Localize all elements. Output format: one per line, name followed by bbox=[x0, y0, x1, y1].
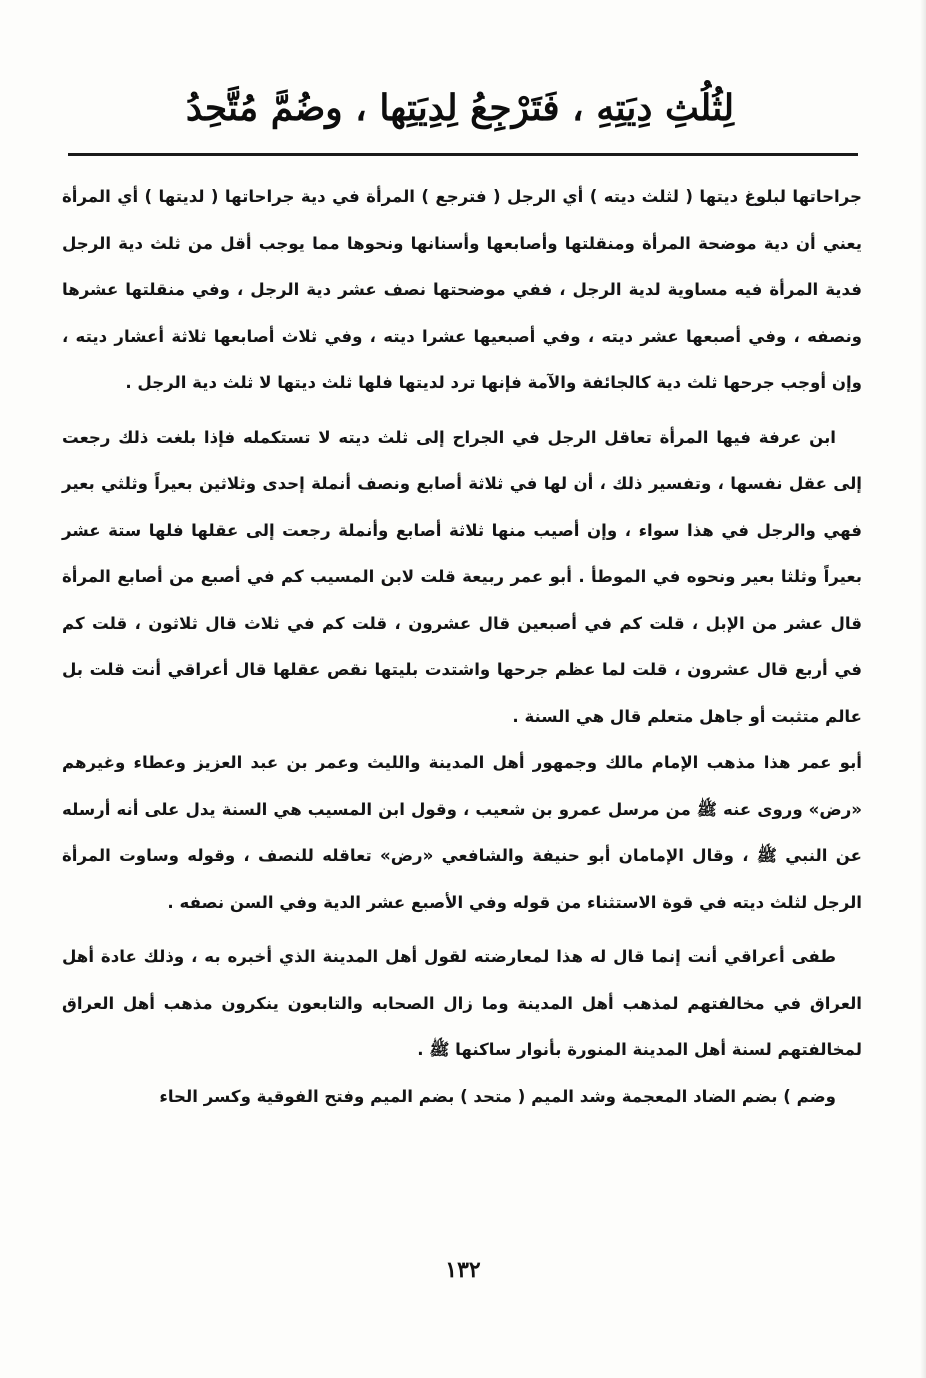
paragraph: أبو عمر هذا مذهب الإمام مالك وجمهور أهل المدينة والليث وعمر بن عبد العزيز وعطاء وغيرهم «رض» وروى عنه ﷺ من مرسل عمرو بن شعيب ، وقول ابن المسيب هي السنة يدل على أنه أرسله عن النبي ﷺ ، وقال الإمامان أبو حنيفة والشافعي «رض» تعاقله للنصف ، وقوله وساوت المرأة الرجل لثلث ديته في قوة الاستثناء من قوله وفي الأصبع عشر الدية وفي السن نصفه . bbox=[62, 753, 862, 912]
page-heading: لِثُلُثِ دِيَتِهِ ، فَتَرْجِعُ لِدِيَتِها ، وضُمَّ مُتَّحِدُ bbox=[185, 87, 735, 129]
paragraph: وضم ) بضم الضاد المعجمة وشد الميم ( متحد ) بضم الميم وفتح الفوقية وكسر الحاء bbox=[159, 1086, 836, 1106]
header-divider bbox=[68, 153, 858, 156]
paragraph: جراحاتها لبلوغ ديتها ( لثلث ديته ) أي الرجل ( فترجع ) المرأة في دية جراحاتها ( لديتها ) أي المرأة يعني أن دية موضحة المرأة ومنقلتها وأصابعها وأسنانها ونحوها مما يوجب أقل من ثلث دية الرجل فدية المرأة فيه مساوية لدية الرجل ، ففي موضحتها نصف عشر دية الرجل ، وفي منقلتها عشرها ونصفه ، وفي أصبعها عشر ديته ، وفي أصبعيها عشرا ديته ، وفي ثلاث أصابعها ثلاثة أعشار ديته ، وإن أوجب جرحها ثلث دية كالجائفة والآمة فإنها ترد لديتها فلها ثلث ديتها لا ثلث دية الرجل . bbox=[62, 187, 862, 392]
main-text bbox=[62, 174, 862, 1120]
paragraph: طفى أعراقي أنت إنما قال له هذا لمعارضته لقول أهل المدينة الذي أخبره به ، وذلك عادة أهل العراق في مخالفتهم لمذهب أهل المدينة وما زال الصحابه والتابعون ينكرون مذهب أهل العراق لمخالفتهم لسنة أهل المدينة المنورة بأنوار ساكنها ﷺ . bbox=[62, 947, 862, 1059]
page-number: ١٣٢ bbox=[445, 1257, 481, 1283]
page-edge-shadow bbox=[920, 0, 926, 1378]
paragraph: ابن عرفة فيها المرأة تعاقل الرجل في الجراح إلى ثلث ديته لا تستكمله فإذا بلغت ذلك رجعت إلى عقل نفسها ، وتفسير ذلك ، أن لها في ثلاثة أصابع ونصف أنملة إحدى وثلاثين بعيراً وثلثي بعير فهي والرجل في هذا سواء ، وإن أصيب منها ثلاثة أصابع وأنملة رجعت إلى عقلها فلها ستة عشر بعيراً وثلثا بعير ونحوه في الموطأ . أبو عمر ربيعة قلت لابن المسيب كم في أصبع من أصابع المرأة قال عشر من الإبل ، قلت كم في أصبعين قال عشرون ، قلت كم في ثلاث قال ثلاثون ، قلت كم في أربع قال عشرون ، قلت لما عظم جرحها واشتدت بليتها نقص عقلها قال أعراقي أنت قلت بل عالم متثبت أو جاهل متعلم قال هي السنة . bbox=[62, 427, 862, 726]
